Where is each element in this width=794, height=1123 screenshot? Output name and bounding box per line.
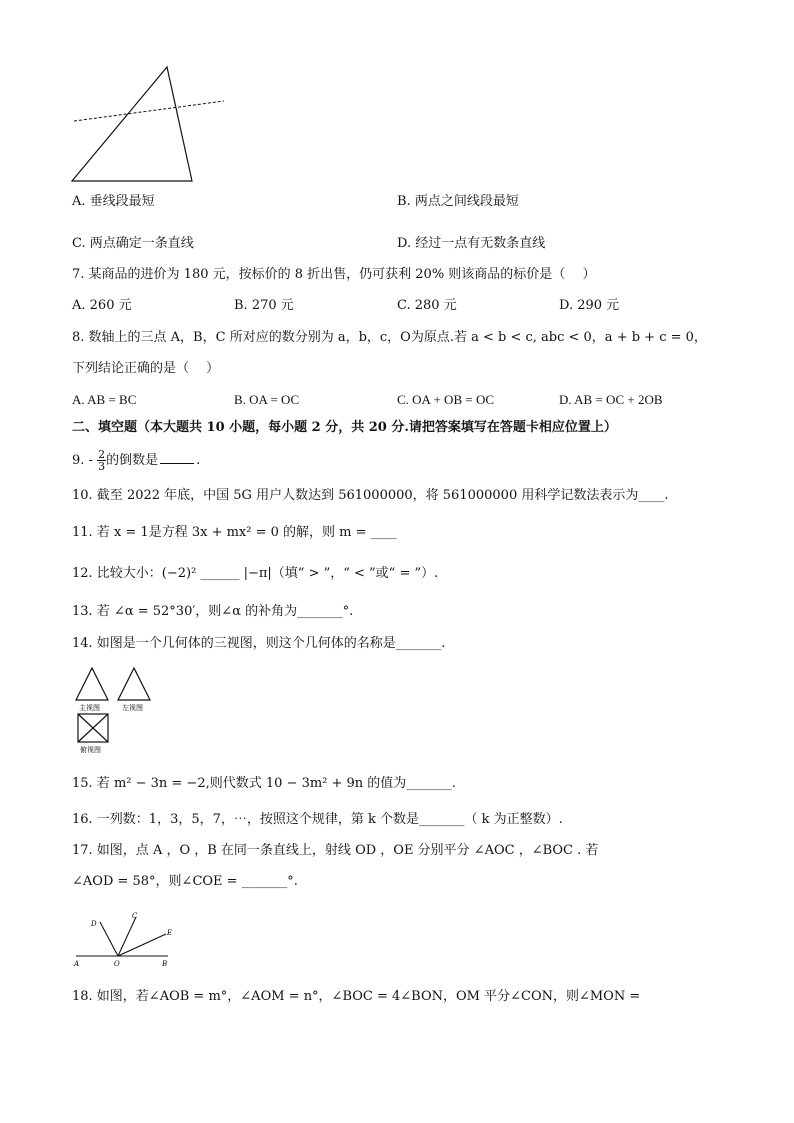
q8-option-b: B. OA = OC (234, 392, 300, 407)
ray-oe (118, 934, 166, 956)
q12: 12. 比较大小：(−2)² ______ |−π|（填“ > ”，“ < ”或“ = ”）. (72, 566, 439, 581)
q16: 16. 一列数：1，3，5，7，⋯，按照这个规律，第 k 个数是_______（ k 为正整数）. (72, 812, 563, 827)
q7-option-a: A. 260 元 (72, 298, 132, 313)
q8-option-c: C. OA + OB = OC (397, 392, 495, 407)
ray-oc (118, 917, 136, 956)
q13: 13. 若 ∠α = 52°30′，则∠α 的补角为_______°. (72, 604, 354, 619)
q18: 18. 如图，若∠AOB = m°，∠AOM = n°，∠BOC = 4∠BON，OM 平分∠CON，则∠MON = (72, 989, 641, 1004)
label-e: E (167, 929, 173, 937)
front-view-label: 主视图 (79, 704, 100, 712)
q6-option-c: C. 两点确定一条直线 (72, 236, 194, 251)
q8-stem-line1: 8. 数轴上的三点 A，B，C 所对应的数分别为 a，b，c，O为原点.若 a < b < c, abc < 0，a + b + c = 0， (72, 330, 707, 345)
q9 (72, 446, 200, 476)
triangle-figure (60, 60, 240, 190)
label-c: C (132, 912, 138, 920)
q7-option-c: C. 280 元 (397, 298, 457, 313)
dashed-line (74, 101, 224, 121)
three-views-figure (72, 664, 162, 756)
q6-option-a: A. 垂线段最短 (72, 194, 155, 209)
q9-suffix: 的倒数是 (106, 453, 159, 468)
front-view-triangle (76, 668, 108, 700)
triangle-shape (72, 67, 192, 181)
q8-option-a: A. AB = BC (72, 392, 137, 407)
q9-end: . (196, 453, 201, 468)
q7-option-d: D. 290 元 (559, 298, 620, 313)
section2-title: 二、填空题（本大题共 10 小题，每小题 2 分，共 20 分.请把答案填写在答题卡相应位置上） (72, 420, 617, 435)
q11: 11. 若 x = 1是方程 3x + mx² = 0 的解，则 m = ____ (72, 525, 397, 540)
left-view-triangle (118, 668, 150, 700)
ray-od (100, 922, 118, 956)
q9-fraction (97, 449, 106, 472)
q9-numerator: 2 (98, 448, 106, 461)
q17-line1: 17. 如图，点 A ，O ，B 在同一条直线上，射线 OD ，OE 分别平分 ∠AOC ，∠BOC . 若 (72, 843, 599, 858)
q9-answer-blank (160, 451, 194, 464)
left-view-label: 左视图 (122, 704, 143, 712)
q7-option-b: B. 270 元 (234, 298, 294, 313)
label-a: A (74, 960, 80, 968)
q6-option-d: D. 经过一点有无数条直线 (397, 236, 546, 251)
label-d: D (91, 920, 97, 928)
q8-stem-line2: 下列结论正确的是（ ） (72, 361, 220, 376)
q6-option-b: B. 两点之间线段最短 (397, 194, 519, 209)
q7-stem: 7. 某商品的进价为 180 元，按标价的 8 折出售，仍可获利 20% 则该商品的标价是（ ） (72, 267, 596, 282)
q15: 15. 若 m² − 3n = −2,则代数式 10 − 3m² + 9n 的值为_______. (72, 776, 456, 791)
q10: 10. 截至 2022 年底，中国 5G 用户人数达到 561000000，将 561000000 用科学记数法表示为____. (72, 488, 669, 503)
q9-prefix: 9. - (72, 453, 93, 468)
q8-option-d: D. AB = OC + 2OB (559, 392, 663, 407)
label-o: O (114, 960, 120, 968)
top-view-label: 俯视图 (80, 746, 101, 754)
label-b: B (162, 960, 168, 968)
q17-line2: ∠AOD = 58°，则∠COE = _______°. (72, 874, 298, 889)
angle-figure (70, 910, 180, 970)
q14: 14. 如图是一个几何体的三视图，则这个几何体的名称是_______. (72, 636, 446, 651)
q9-denominator: 3 (98, 460, 106, 473)
